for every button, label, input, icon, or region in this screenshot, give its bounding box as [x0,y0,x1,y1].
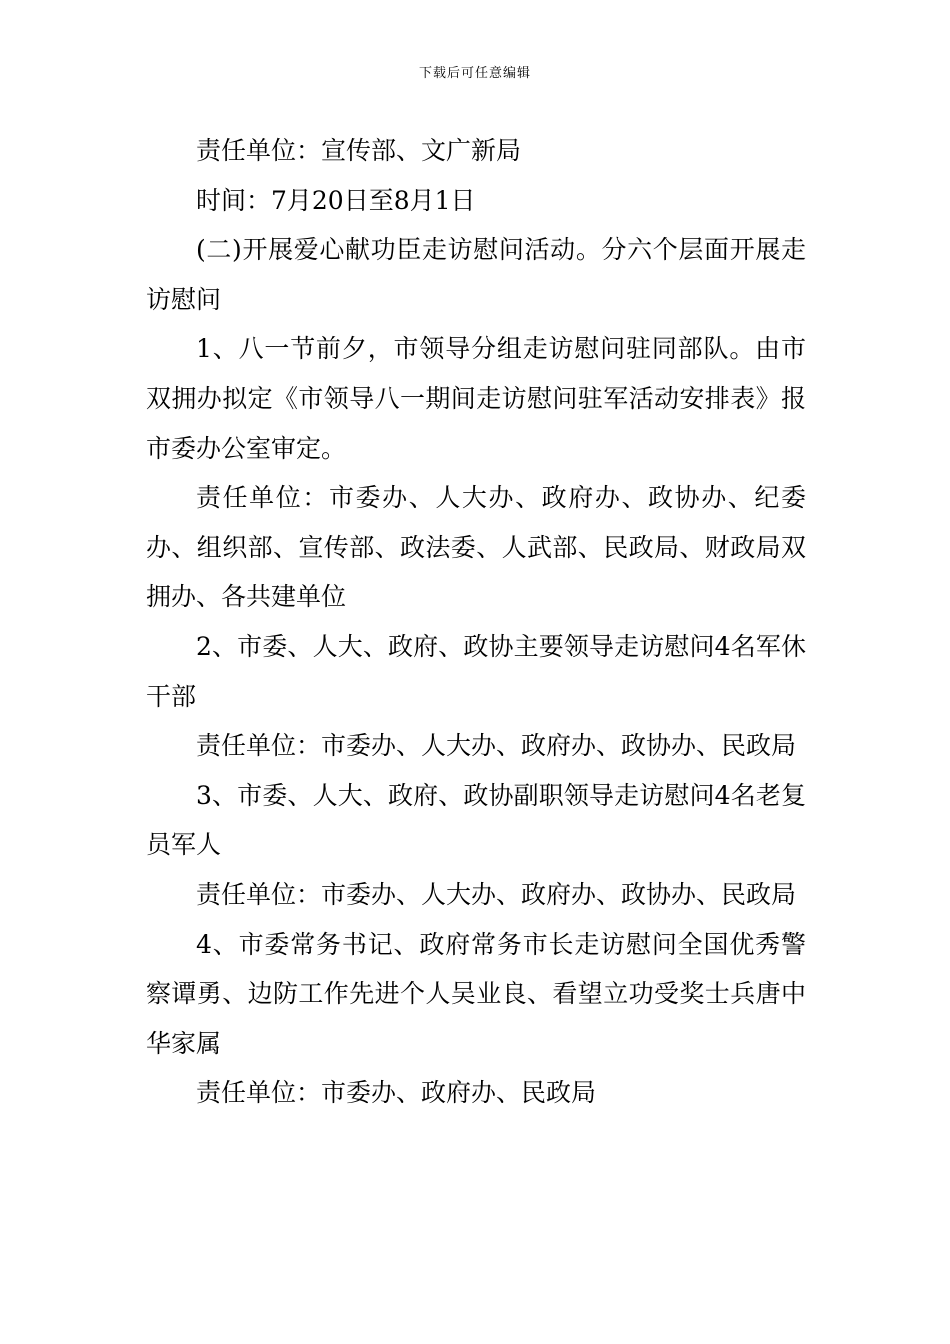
paragraph-responsible-units-3: 责任单位：市委办、人大办、政府办、政协办、民政局 [196,731,797,761]
paragraph-item-4: 4、市委常务书记、政府常务市长走访慰问全国优秀警察谭勇、边防工作先进个人吴业良、看望立功受奖士兵唐中华家属 [146,929,806,1058]
paragraph-section-2-heading: (二)开展爱心献功臣走访慰问活动。分六个层面开展走访慰问 [146,235,806,314]
paragraph-responsible-units-5: 责任单位：市委办、政府办、民政局 [196,1078,597,1108]
paragraph-item-3: 3、市委、人大、政府、政协副职领导走访慰问4名老复员军人 [146,780,806,860]
page-header: 下载后可任意编辑 [418,66,531,81]
paragraph-responsible-units-1: 责任单位：宣传部、文广新局 [196,136,522,165]
paragraph-item-1: 1、八一节前夕，市领导分组走访慰问驻同部队。由市双拥办拟定《市领导八一期间走访慰问驻军活动安排表》报市委办公室审定。 [146,334,806,463]
paragraph-item-2: 2、市委、人大、政府、政协主要领导走访慰问4名军休干部 [146,631,806,711]
document-body [146,126,806,1118]
paragraph-time: 时间：7月20日至8月1日 [196,185,476,215]
paragraph-responsible-units-4: 责任单位：市委办、人大办、政府办、政协办、民政局 [196,879,797,909]
paragraph-responsible-units-2: 责任单位：市委办、人大办、政府办、政协办、纪委办、组织部、宣传部、政法委、人武部、民政局、财政局双拥办、各共建单位 [146,483,806,612]
